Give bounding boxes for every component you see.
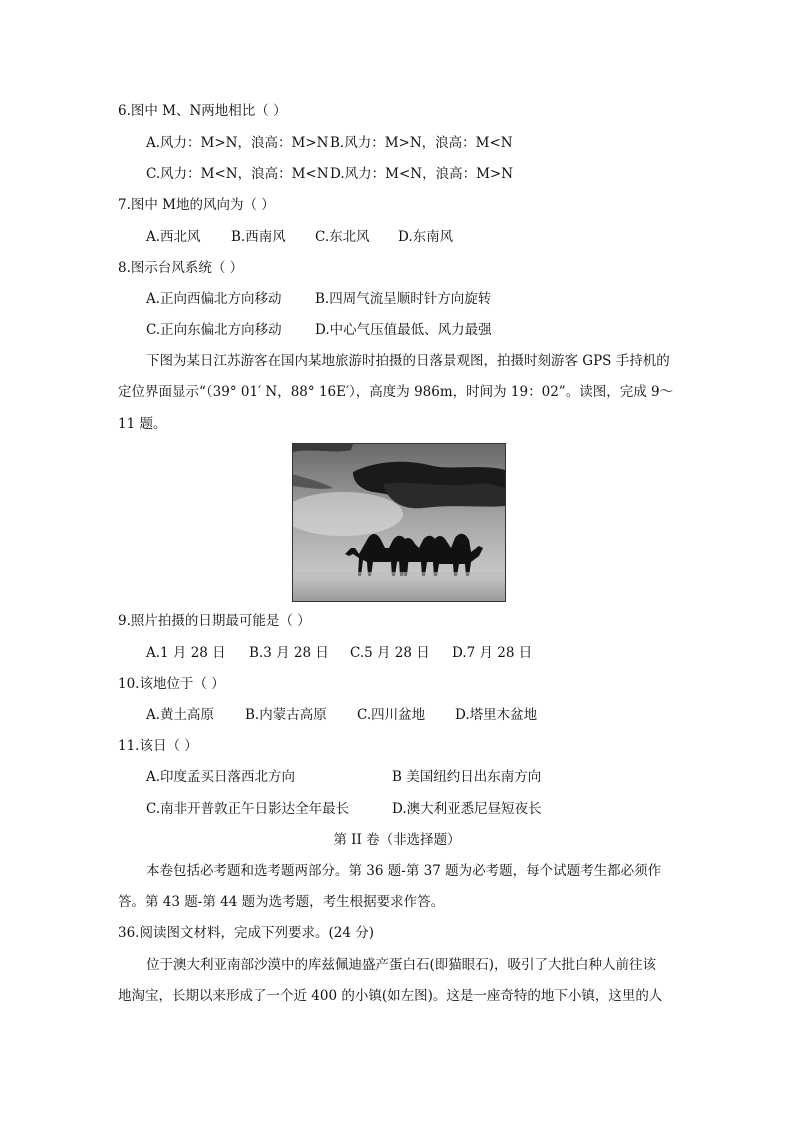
q10-option-c: C.四川盆地: [357, 707, 426, 723]
section-intro-2: 答。第 43 题-第 44 题为选考题，考生根据要求作答。: [118, 894, 445, 910]
q9-stem: 9.照片拍摄的日期最可能是（ ）: [118, 613, 311, 629]
q7-option-a: A.西北风: [146, 229, 201, 245]
q6-option-b: B.风力：M>N，浪高：M<N: [330, 135, 513, 151]
q6-option-a: A.风力：M>N，浪高：M>N: [146, 135, 329, 151]
q8-option-d: D.中心气压值最低、风力最强: [315, 322, 492, 338]
q8-option-b: B.四周气流呈顺时针方向旋转: [315, 291, 492, 307]
q8-option-a: A.正向西偏北方向移动: [146, 291, 282, 307]
passage-line-1: 下图为某日江苏游客在国内某地旅游时拍摄的日落景观图，拍摄时刻游客 GPS 手持机的: [146, 353, 670, 369]
q10-option-d: D.塔里木盆地: [455, 707, 538, 723]
camel-sunset-photo: [292, 443, 506, 602]
q36-text-2: 地淘宝，长期以来形成了一个近 400 的小镇(如左图)。这是一座奇特的地下小镇，这里的人: [118, 988, 663, 1004]
q7-option-b: B.西南风: [231, 229, 286, 245]
section-title: 第 II 卷（非选择题）: [333, 832, 461, 848]
q11-stem: 11.该日（ ）: [118, 738, 198, 754]
q9-option-b: B.3 月 28 日: [249, 645, 329, 661]
q10-option-b: B.内蒙古高原: [245, 707, 327, 723]
q9-option-c: C.5 月 28 日: [350, 645, 430, 661]
q36-text-1: 位于澳大利亚南部沙漠中的库兹佩迪盛产蛋白石(即猫眼石)，吸引了大批白种人前往该: [146, 957, 657, 973]
q11-option-c: C.南非开普敦正午日影达全年最长: [146, 801, 350, 817]
q10-option-a: A.黄土高原: [146, 707, 215, 723]
q8-stem: 8.图示台风系统（ ）: [118, 260, 244, 276]
q6-option-d: D.风力：M<N，浪高：M>N: [330, 166, 514, 182]
passage-line-3: 11 题。: [118, 416, 167, 432]
q6-stem: 6.图中 M、N两地相比（ ）: [118, 103, 287, 119]
q11-option-b: B 美国纽约日出东南方向: [392, 769, 542, 785]
q9-option-a: A.1 月 28 日: [146, 645, 226, 661]
section-intro-1: 本卷包括必考题和选考题两部分。第 36 题-第 37 题为必考题，每个试题考生都必须作: [146, 863, 662, 879]
q7-stem: 7.图中 M地的风向为（ ）: [118, 197, 275, 213]
q7-option-d: D.东南风: [398, 229, 454, 245]
q8-option-c: C.正向东偏北方向移动: [146, 322, 282, 338]
q7-option-c: C.东北风: [315, 229, 370, 245]
q6-option-c: C.风力：M<N，浪高：M<N: [146, 166, 329, 182]
passage-line-2: 定位界面显示“（39° 01′ N，88° 16E′），高度为 986m，时间为 19：02”。读图，完成 9～: [118, 384, 674, 400]
q11-option-a: A.印度孟买日落西北方向: [146, 769, 296, 785]
q36-stem: 36.阅读图文材料，完成下列要求。(24 分): [118, 925, 374, 941]
q10-stem: 10.该地位于（ ）: [118, 676, 225, 692]
q9-option-d: D.7 月 28 日: [452, 645, 533, 661]
q11-option-d: D.澳大利亚悉尼昼短夜长: [392, 801, 542, 817]
